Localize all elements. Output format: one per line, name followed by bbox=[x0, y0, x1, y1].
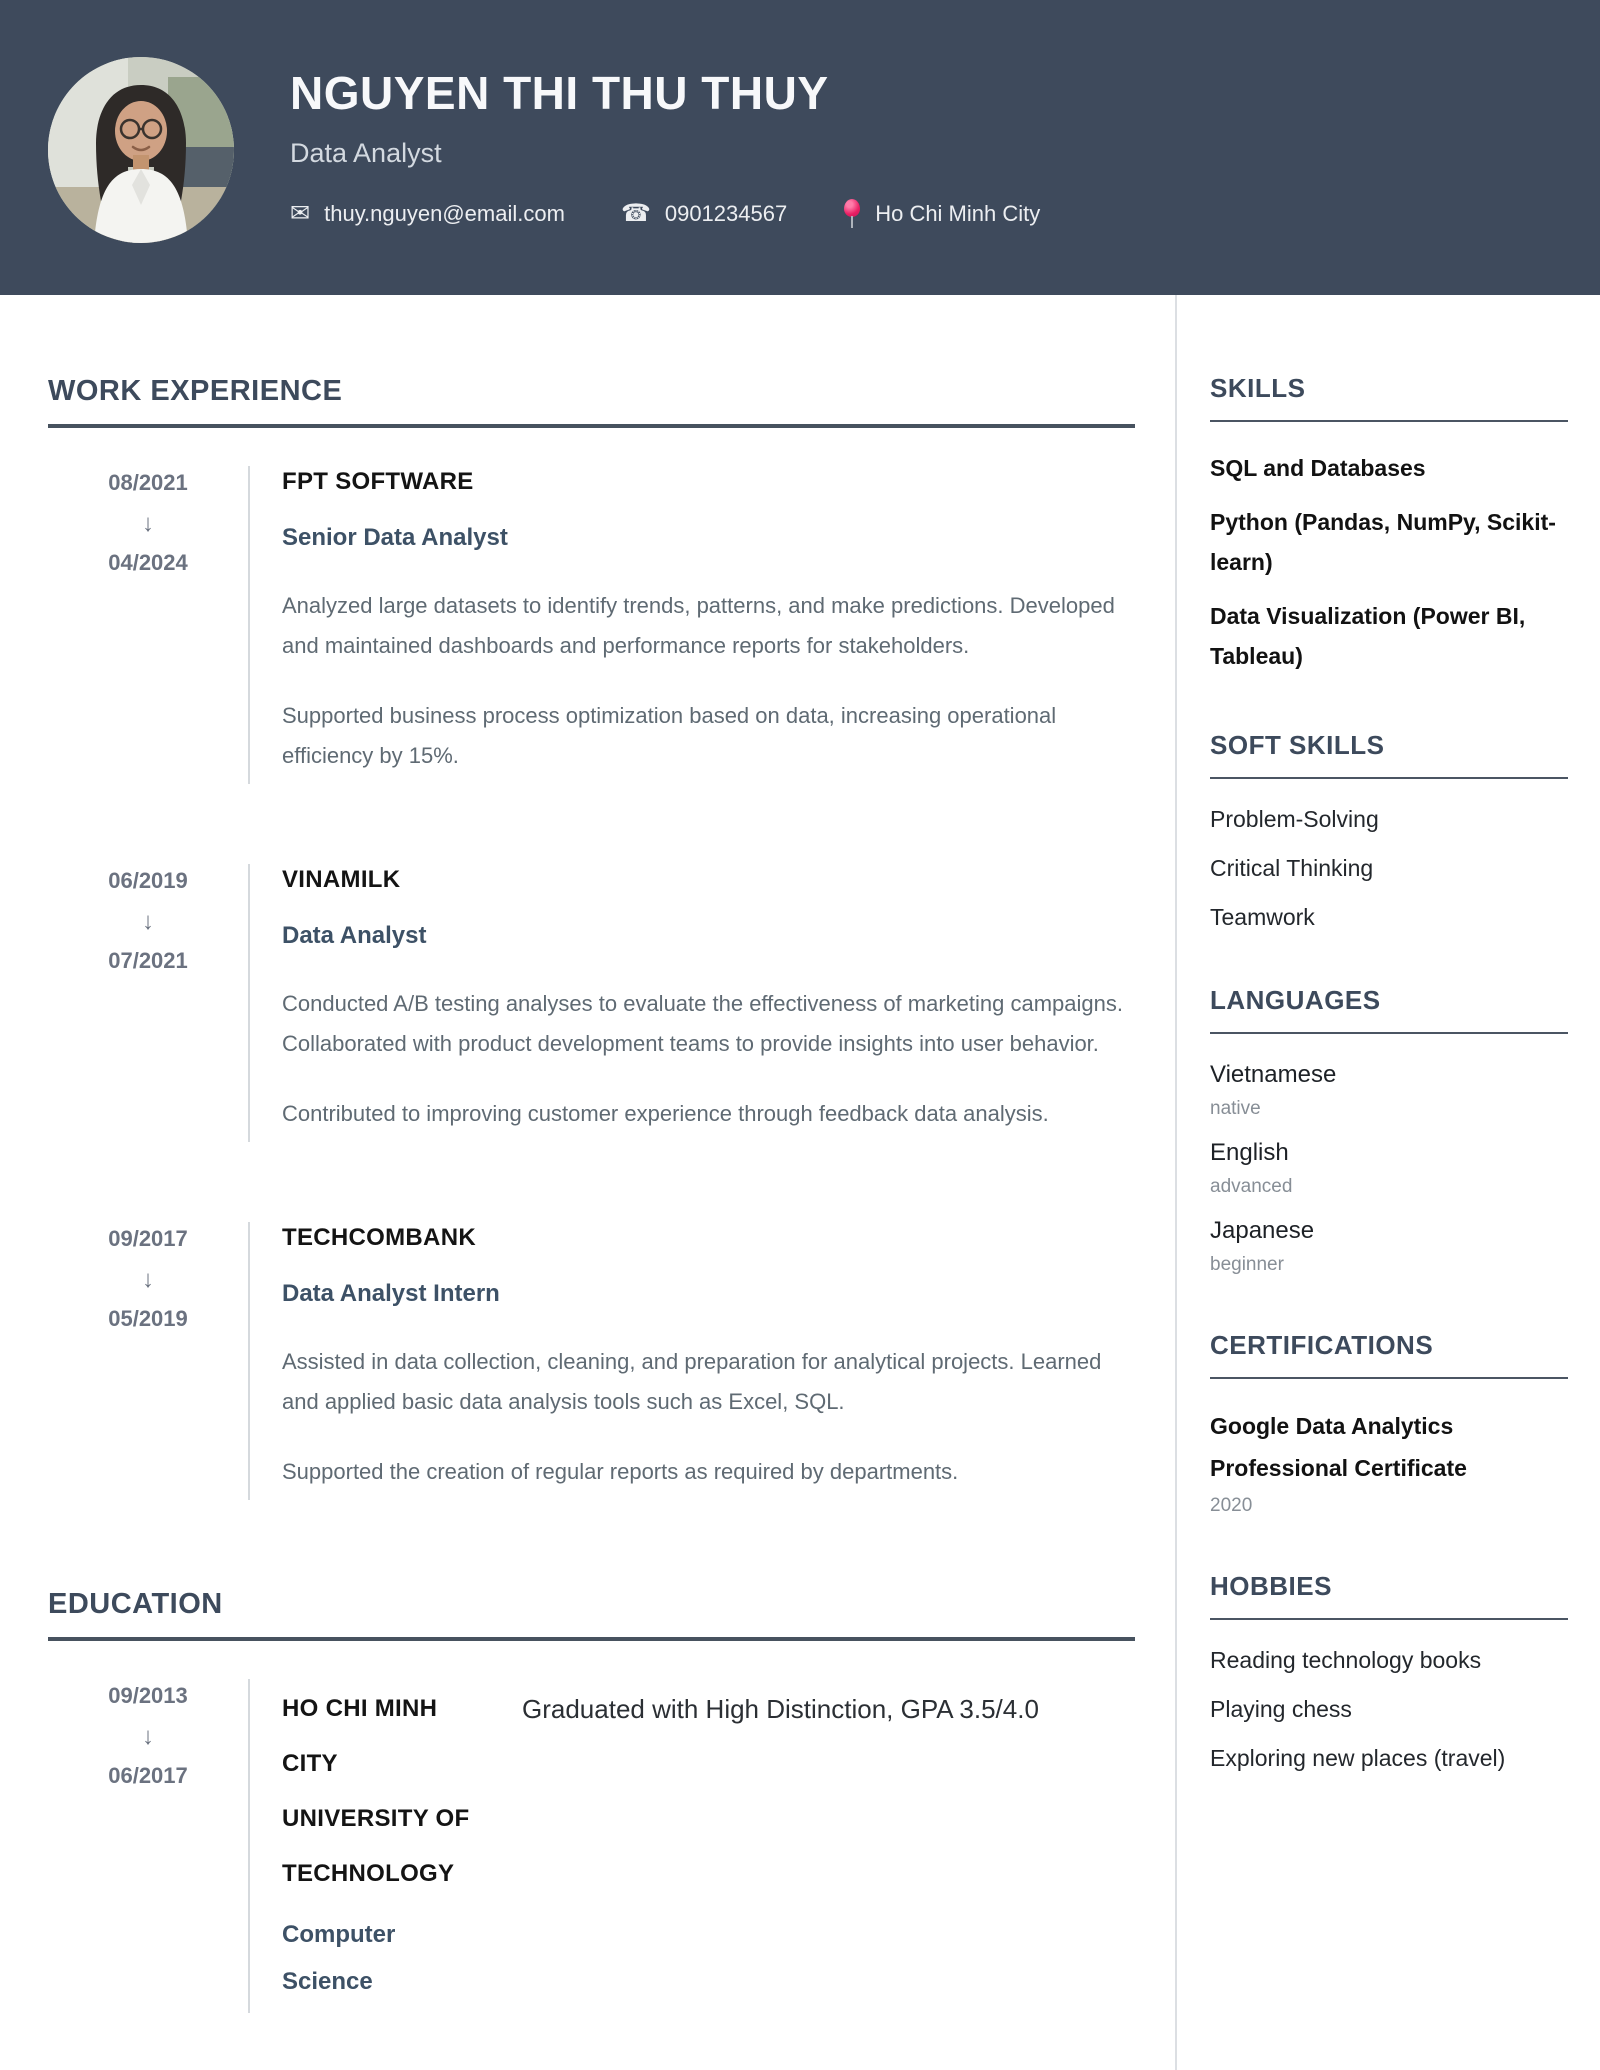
languages-rule bbox=[1210, 1032, 1568, 1034]
languages-section bbox=[1210, 985, 1568, 1276]
header-banner bbox=[0, 0, 1600, 295]
entry-content bbox=[248, 864, 1135, 1142]
language-item bbox=[1210, 1138, 1568, 1198]
job-role: Data Analyst bbox=[282, 922, 427, 949]
contact-email bbox=[290, 201, 565, 227]
soft-skills-rule bbox=[1210, 777, 1568, 779]
education-description: Graduated with High Distinction, GPA 3.5/4.0 bbox=[522, 1694, 1039, 1724]
skill-item: SQL and Databases bbox=[1210, 455, 1426, 481]
skill-item: Python (Pandas, NumPy, Scikit-learn) bbox=[1210, 509, 1556, 575]
education-heading: EDUCATION bbox=[48, 1588, 223, 1620]
entry-dates bbox=[48, 864, 248, 1142]
language-item bbox=[1210, 1060, 1568, 1120]
arrow-down-icon: ↓ bbox=[142, 510, 154, 537]
certifications-heading: CERTIFICATIONS bbox=[1210, 1330, 1434, 1360]
entry-dates bbox=[48, 1679, 248, 2013]
company-name: FPT SOFTWARE bbox=[282, 468, 474, 495]
location-pin-icon bbox=[843, 199, 861, 229]
date-start: 08/2021 bbox=[108, 470, 188, 495]
degree-name: Computer Science bbox=[282, 1921, 396, 1995]
language-item bbox=[1210, 1216, 1568, 1276]
language-name: Vietnamese bbox=[1210, 1061, 1337, 1088]
work-entry bbox=[48, 1222, 1135, 1500]
profile-photo bbox=[48, 57, 234, 243]
work-entry bbox=[48, 466, 1135, 784]
school-block bbox=[282, 1681, 482, 2005]
main-column bbox=[0, 295, 1175, 2070]
education-section-rule bbox=[48, 1637, 1135, 1641]
contact-phone bbox=[621, 201, 787, 227]
person-name: NGUYEN THI THU THUY bbox=[290, 67, 829, 119]
job-description: Assisted in data collection, cleaning, and preparation for analytical projects. Learned and applied basic data analysis tools such as Excel, SQL. bbox=[282, 1349, 1102, 1414]
entry-content bbox=[248, 1679, 1135, 2013]
certification-name: Google Data Analytics Professional Certificate bbox=[1210, 1413, 1467, 1481]
language-level: advanced bbox=[1210, 1176, 1293, 1197]
date-end: 06/2017 bbox=[108, 1763, 188, 1788]
soft-skill-item: Problem-Solving bbox=[1210, 806, 1379, 832]
languages-heading: LANGUAGES bbox=[1210, 985, 1381, 1015]
skills-rule bbox=[1210, 420, 1568, 422]
arrow-down-icon: ↓ bbox=[142, 908, 154, 935]
education-section bbox=[48, 1588, 1135, 2013]
soft-skill-item: Critical Thinking bbox=[1210, 855, 1374, 881]
date-end: 07/2021 bbox=[108, 948, 188, 973]
profile-photo-illustration bbox=[48, 57, 234, 243]
skill-item: Data Visualization (Power BI, Tableau) bbox=[1210, 603, 1526, 669]
header-identity bbox=[290, 66, 1040, 229]
job-role: Data Analyst Intern bbox=[282, 1280, 500, 1307]
job-description: Supported business process optimization based on data, increasing operational efficiency by 15%. bbox=[282, 703, 1057, 768]
certifications-section bbox=[1210, 1330, 1568, 1517]
work-experience-section bbox=[48, 375, 1135, 1500]
resume-body bbox=[0, 295, 1600, 2070]
job-description: Contributed to improving customer experience through feedback data analysis. bbox=[282, 1101, 1049, 1126]
person-job-title: Data Analyst bbox=[290, 138, 442, 168]
entry-content bbox=[248, 466, 1135, 784]
arrow-down-icon: ↓ bbox=[142, 1266, 154, 1293]
job-role: Senior Data Analyst bbox=[282, 524, 508, 551]
skills-section bbox=[1210, 373, 1568, 676]
date-end: 05/2019 bbox=[108, 1306, 188, 1331]
email-icon: ✉ bbox=[290, 200, 311, 227]
entry-content bbox=[248, 1222, 1135, 1500]
soft-skills-heading: SOFT SKILLS bbox=[1210, 730, 1385, 760]
contact-row bbox=[290, 199, 1040, 229]
hobby-item: Exploring new places (travel) bbox=[1210, 1745, 1506, 1771]
soft-skills-section bbox=[1210, 730, 1568, 931]
contact-location bbox=[843, 199, 1040, 229]
hobby-item: Reading technology books bbox=[1210, 1647, 1482, 1673]
company-name: TECHCOMBANK bbox=[282, 1224, 476, 1251]
hobbies-rule bbox=[1210, 1618, 1568, 1620]
school-name: HO CHI MINH CITY UNIVERSITY OF TECHNOLOGY bbox=[282, 1695, 470, 1887]
entry-dates bbox=[48, 466, 248, 784]
language-level: beginner bbox=[1210, 1254, 1284, 1275]
work-entry bbox=[48, 864, 1135, 1142]
language-name: Japanese bbox=[1210, 1217, 1315, 1244]
soft-skill-item: Teamwork bbox=[1210, 904, 1315, 930]
date-start: 09/2017 bbox=[108, 1226, 188, 1251]
skills-heading: SKILLS bbox=[1210, 373, 1306, 403]
date-start: 09/2013 bbox=[108, 1683, 188, 1708]
certification-item bbox=[1210, 1405, 1568, 1517]
certification-year: 2020 bbox=[1210, 1495, 1253, 1516]
language-level: native bbox=[1210, 1098, 1261, 1119]
phone-text: 0901234567 bbox=[664, 201, 788, 226]
entry-dates bbox=[48, 1222, 248, 1500]
email-text: thuy.nguyen@email.com bbox=[324, 201, 565, 226]
company-name: VINAMILK bbox=[282, 866, 401, 893]
job-description: Conducted A/B testing analyses to evaluate the effectiveness of marketing campaigns. Collaborated with product development teams to provide insights into user behavior. bbox=[282, 991, 1123, 1056]
work-experience-heading: WORK EXPERIENCE bbox=[48, 375, 343, 407]
arrow-down-icon: ↓ bbox=[142, 1723, 154, 1750]
certifications-rule bbox=[1210, 1377, 1568, 1379]
job-description: Analyzed large datasets to identify trends, patterns, and make predictions. Developed and maintained dashboards and performance reports for stakeholders. bbox=[282, 593, 1115, 658]
education-entry bbox=[48, 1679, 1135, 2013]
hobby-item: Playing chess bbox=[1210, 1696, 1352, 1722]
hobbies-section bbox=[1210, 1571, 1568, 1772]
sidebar bbox=[1177, 295, 1600, 2070]
phone-icon: ☎ bbox=[620, 200, 651, 227]
location-text: Ho Chi Minh City bbox=[875, 201, 1041, 226]
job-description: Supported the creation of regular reports as required by departments. bbox=[282, 1459, 959, 1484]
date-start: 06/2019 bbox=[108, 868, 188, 893]
date-end: 04/2024 bbox=[108, 550, 188, 575]
hobbies-heading: HOBBIES bbox=[1210, 1571, 1332, 1601]
language-name: English bbox=[1210, 1139, 1289, 1166]
work-section-rule bbox=[48, 424, 1135, 428]
